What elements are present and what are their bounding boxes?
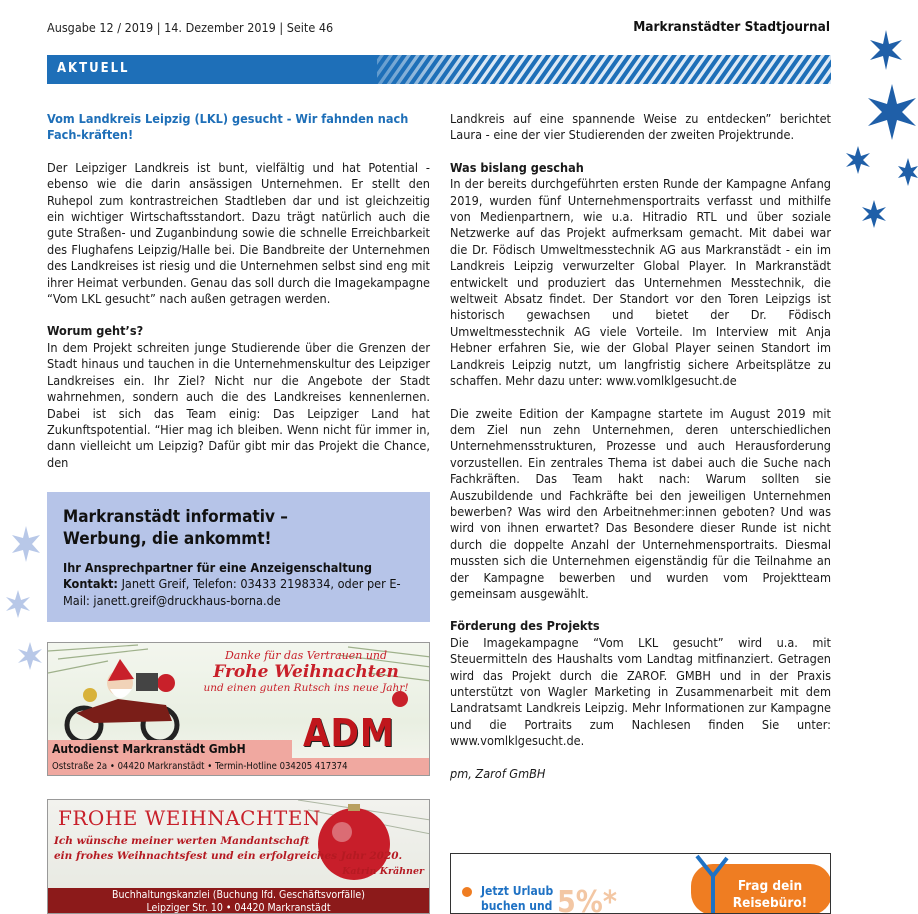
- band-stripes: [47, 55, 831, 84]
- stars-decor-left: [0, 520, 46, 680]
- section-label: AKTUELL: [57, 61, 130, 76]
- adm-line2: Frohe Weihnachten: [213, 662, 399, 682]
- adm-address: Oststraße 2a • 04420 Markranstädt • Termin-Hotline 034205 417374: [48, 758, 430, 775]
- travel-left-line1: Jetzt Urlaub: [481, 884, 554, 898]
- travel-left-line2: buchen und: [481, 899, 553, 913]
- bullet-icon: [462, 887, 472, 897]
- stars-decor-right: [836, 20, 918, 250]
- heading-bisher: Was bislang geschah: [450, 159, 584, 175]
- star-icon: [898, 158, 918, 186]
- kanzlei-signature: Katrin Krähner: [342, 866, 424, 877]
- travel-percent: 5%*: [557, 885, 617, 914]
- article-title: Vom Landkreis Leipzig (LKL) gesucht - Wir fahnden nach Fach-kräften!: [47, 111, 409, 143]
- section-band: [47, 55, 831, 84]
- santa-motorcycle-icon: [67, 659, 177, 742]
- right-column: [450, 111, 831, 798]
- star-icon: [846, 146, 870, 174]
- travel-right-line1: Frag dein: [737, 878, 803, 894]
- continued-paragraph: Landkreis auf eine spannende Weise zu entdecken” berichtet Laura - eine der vier Studierenden der zweiten Projektrunde.: [450, 111, 831, 143]
- info-subtitle: Ihr Ansprechpartner für eine Anzeigenschaltung: [63, 560, 372, 575]
- travel-advertisement[interactable]: [450, 853, 831, 914]
- heading-foerderung: Förderung des Projekts: [450, 618, 600, 634]
- travel-right-line2: Reisebüro!: [732, 895, 808, 911]
- info-title-line1: Markranstädt informativ –: [63, 507, 288, 527]
- kanzlei-bar1: Buchhaltungskanzlei (Buchung lfd. Geschäftsvorfälle): [112, 889, 365, 901]
- contact-text: Janett Greif, Telefon: 03433 2198334, oder per E-Mail: janett.greif@druckhaus-borna.de: [63, 576, 401, 608]
- star-icon: [12, 526, 40, 562]
- info-box-contact: [63, 560, 423, 609]
- info-box-title: [63, 506, 288, 550]
- kanzlei-advertisement[interactable]: [47, 799, 430, 914]
- kanzlei-script1: Ich wünsche meiner werten Mandantschaft: [54, 835, 310, 847]
- worum-paragraph: In dem Projekt schreiten junge Studierende über die Grenzen der Stadt hinaus und tauchen in die Unternehmenskultur des Leipziger Landkreises ein. Ihr Ziel? Nicht nur die Angebote der Stadt wahrnehmen, sondern auch die des Landkreises kennenlernen. Dabei ist sich das Team einig: Das Leipziger Land hat Zukunftspotential. “Hier mag ich bleiben. Wenn nicht für immer in, dann vielleicht um Leipzig? Dafür gibt mir das Projekt die Chance, den: [47, 339, 430, 470]
- edition-paragraph: Die zweite Edition der Kampagne startete im August 2019 mit dem Ziel nun zehn Unternehmen, deren unterschiedlichen Unternehmensstrukturen, Prozesse und auch Herausforderung vorzustellen. Ein zentrales Thema ist dabei auch die Suche nach Fachkräften. Das Team hakt nach: Warum sollten sie Auszubildende und Fachkräfte bei den jeweiligen Unternehmen bewerben? Was wird den Arbeitnehmer:innen geboten? Und was wird von ihnen erwartet? Das Besondere dieser Runde ist nicht durch die doppelte Anzahl der Unternehmensportraits. Diesmal mussten sich die Unternehmen eigenständig für die Teilnahme an der Kampagne bewerben und wurden vom Projektteam gemeinsam ausgewählt.: [450, 405, 831, 601]
- heading-worum: Worum geht’s?: [47, 323, 144, 339]
- foerderung-paragraph: Die Imagekampagne “Vom LKL gesucht” wird u.a. mit Steuermitteln des Haushalts vom Landtag mitfinanziert. Getragen wird das Projekt durch die ZAROF. GMBH und in der Praxis unterstützt von Wagler Marketing in Zusammenarbeit mit dem Landratsamt Landkreis Leipzig. Mehr Informationen zur Kampagne und die Portraits zum Nachlesen finden Sie unter: www.vomlklgesucht.de.: [450, 634, 831, 749]
- star-icon: [870, 30, 902, 70]
- kanzlei-bar2: Leipziger Str. 10 • 04420 Markranstädt: [146, 902, 331, 914]
- publication-title: Markranstädter Stadtjournal: [633, 19, 830, 35]
- signoff: pm, Zarof GmBH: [450, 765, 546, 781]
- issue-info: Ausgabe 12 / 2019 | 14. Dezember 2019 | Seite 46: [47, 20, 334, 35]
- contact-label: Kontakt:: [63, 576, 118, 592]
- star-icon: [862, 200, 886, 228]
- bisher-paragraph: In der bereits durchgeführten ersten Runde der Kampagne Anfang 2019, wurden fünf Unternehmensportraits verfasst und mithilfe von Medienpartnern, wie u.a. Hitradio RTL und über soziale Netzwerke auf das Projekt aufmerksam gemacht. Mit dabei war die Dr. Födisch Umweltmesstechnik AG aus Markranstädt - ein im Landkreis Leipzig verwurzelter Global Player. In Markranstädt entwickelt und produziert das Unternehmen Messtechnik, die weltweit Absatz findet. Der Standort vor den Toren Leipzigs ist historisch gewachsen und bietet der Dr. Födisch Umweltmesstechnik AG viele Vorteile. Im Interview mit Anja Hebner erfahren Sie, wie der Global Player seinen Standort im Landkreis Leipzig nutzt, um langfristig sichere Arbeitsplätze zu schaffen. Mehr dazu unter: www.vomlklgesucht.de: [450, 176, 831, 389]
- adm-advertisement[interactable]: [47, 642, 430, 776]
- adm-company: Autodienst Markranstädt GmbH: [48, 740, 292, 758]
- info-box: [47, 492, 430, 622]
- info-title-line2: Werbung, die ankommt!: [63, 529, 272, 549]
- star-icon: [18, 642, 42, 670]
- adm-line1: Danke für das Vertrauen und: [224, 649, 388, 662]
- kanzlei-script2: ein frohes Weihnachtsfest und ein erfolgreiches Jahr 2020.: [54, 850, 403, 862]
- star-icon: [6, 590, 30, 618]
- left-column: [47, 111, 430, 487]
- star-icon: [868, 84, 916, 140]
- intro-paragraph: Der Leipziger Landkreis ist bunt, vielfältig und hat Potential - ebenso wie die darin ansässigen Unternehmen. Er stellt den Ruhepol zum kontrastreichen Stadtleben dar und ist gleichzeitig ein wichtiger Wirtschaftsstandort. Dazu trägt natürlich auch die gute Straßen- und Zuganbindung sowie die schnelle Erreichbarkeit des Flughafens Leipzig/Halle bei. Die Bandbreite der Unternehmen des Landkreises ist riesig und die Unternehmen selbst sind eng mit ihrer Heimat verbunden. Genau das soll durch die Imagekampagne “Vom LKL gesucht” nach außen getragen werden.: [47, 159, 430, 307]
- adm-logo: ADM: [303, 711, 395, 755]
- adm-line3: und einen guten Rutsch ins neue Jahr!: [203, 682, 409, 694]
- kanzlei-headline: FROHE WEIHNACHTEN: [58, 806, 321, 830]
